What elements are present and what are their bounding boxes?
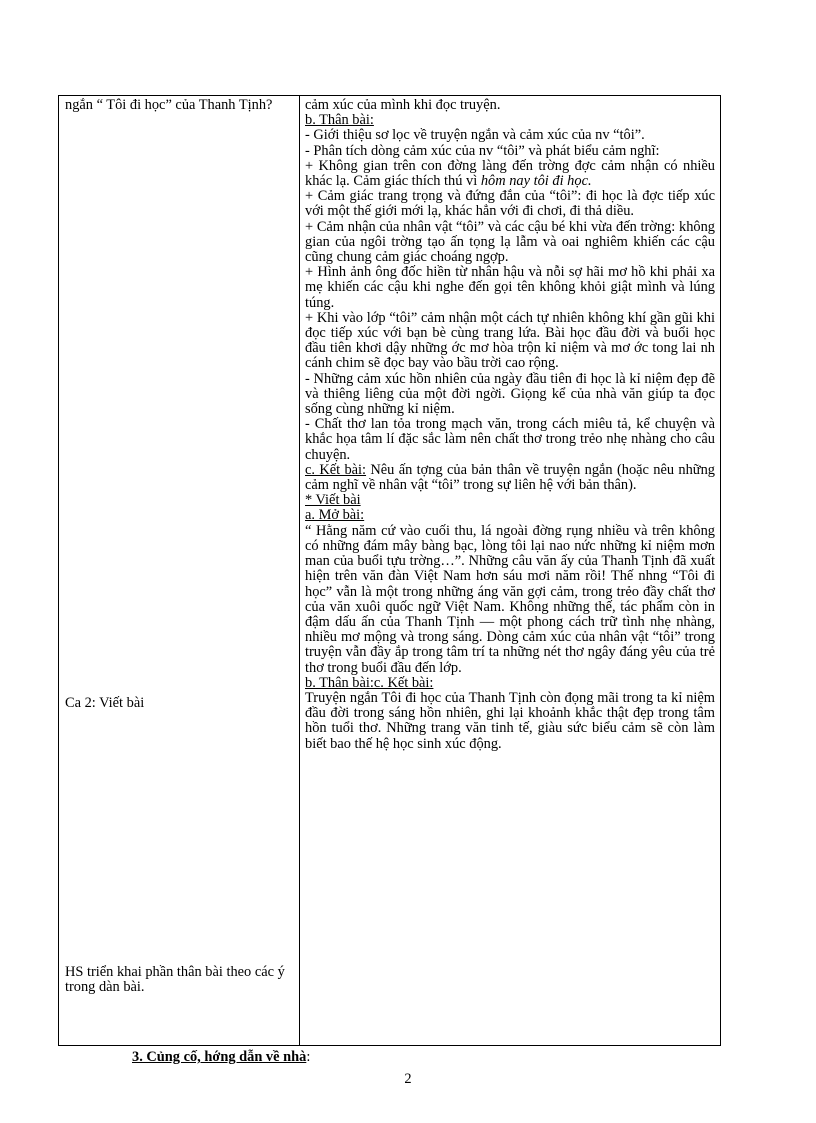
page-number: 2 [404,1071,412,1087]
paragraph: “ Hằng năm cứ vào cuối thu, lá ngoài đờng rụng nhiều và trên không có những đám mây bàng bạc, lòng tôi lại nao nức những kỉ niệm mơn man của buổi tựu trờng…”. Những câu văn ấy của Thanh Tịnh đã xuất hiện trên văn đàn Việt Nam hơn sáu mơi năm rồi! Thế nhng “Tôi đi học” vẫn là một trong những áng văn gợi cảm, trong trẻo đầy chất thơ của văn xuôi quốc ngữ Việt Nam. Không những thế, tác phẩm còn in đậm dấu ấn của Thanh Tịnh — một phong cách trữ tình nhẹ nhàng, nhiều mơ mộng và trong sáng. Dòng cảm xúc của nhân vật “tôi” trong truyện vẫn đầy ắp trong tâm trí ta những nét thơ ngây đáng yêu của trẻ thơ trong buổi đầu đến lớp. [305,522,715,676]
session-label: Ca 2: Viết bài [65,695,145,711]
paragraph: + Cảm nhận của nhân vật “tôi” và các cậu bé khi vừa đến trờng: không gian của ngôi trờng tạo ấn tọng lạ lẫm và oai nghiêm khiến các cậu cũng chung cảm giác choáng ngợp. [305,218,715,266]
section-heading: b. Thân bài: [305,112,374,129]
italic-text: hôm nay tôi đi học. [480,173,592,190]
paragraph: - Chất thơ lan tỏa trong mạch văn, trong cách miêu tả, kể chuyện và khắc họa tâm lí đặc sắc làm nên chất thơ trong trẻo nhẹ nhàng cho câu chuyện. [305,416,715,463]
section-heading: * Viết bài [305,492,361,509]
text-run: + Không gian trên con đờng làng đến trờng đợc cảm nhận có nhiều khác lạ. Cảm giác thích thú vì [305,157,715,190]
paragraph: cảm xúc của mình khi đọc truyện. [305,97,501,113]
section-heading: a. Mở bài: [305,507,365,524]
content-column [305,98,715,752]
section-heading: c. Kết bài: [305,461,367,478]
lesson-table [58,95,721,1046]
paragraph: + Hình ảnh ông đốc hiền từ nhân hậu và nỗi sợ hãi mơ hồ khi phải xa mẹ khiến các cậu khi nghe đến gọi tên không khỏi giật mình và lúng túng. [305,264,715,311]
colon: : [306,1049,311,1065]
activity-text: HS triển khai phần thân bài theo các ý trong dàn bài. [65,964,285,996]
column-divider [299,96,300,1045]
question-text: ngắn “ Tôi đi học” của Thanh Tịnh? [65,97,273,113]
paragraph: - Những cảm xúc hồn nhiên của ngày đầu tiên đi học là kỉ niệm đẹp đẽ và thiêng liêng của một đời ngời. Giọng kể của nhà văn giúp ta đọc sống cùng những kỉ niệm. [305,370,715,418]
paragraph [305,159,715,189]
paragraph [305,463,715,493]
section-title: 3. Củng cố, hớng dẫn về nhà [132,1049,307,1065]
text-run: Nêu ấn tợng của bản thân về truyện ngắn (hoặc nêu những cảm nghĩ về nhân vật “tôi” trong sự liên hệ với bản thân). [305,461,715,494]
section-heading: b. Thân bài:c. Kết bài: [305,674,434,691]
paragraph: + Cảm giác trang trọng và đứng đắn của “tôi”: đi học là đợc tiếp xúc với một thế giới mới lạ, khác hẳn với đi chơi, đi thả diều. [305,188,715,220]
paragraph: + Khi vào lớp “tôi” cảm nhận một cách tự nhiên không khí gần gũi khi đọc tiếp xúc với bạn bè cùng trang lứa. Bài học đầu đời và buổi học đầu tiên khơi dậy những ớc mơ hòa trộn kỉ niệm và mơ ớc tong lai nh cánh chim sẽ đọc bay vào bầu trời cao rộng. [305,309,715,372]
section-footer [132,1049,310,1065]
paragraph: - Giới thiệu sơ lọc về truyện ngắn và cảm xúc của nv “tôi”. [305,127,645,144]
paragraph: Truyện ngắn Tôi đi học của Thanh Tịnh còn đọng mãi trong ta kỉ niệm đầu đời trong sáng hồn nhiên, ghi lại khoảnh khắc thật đẹp trong tâm hồn tuổi thơ. Những trang văn tinh tế, giàu sức biểu cảm sẽ còn làm biết bao thế hệ học sinh xúc động. [305,689,715,752]
paragraph: - Phân tích dòng cảm xúc của nv “tôi” và phát biểu cảm nghĩ: [305,142,660,159]
